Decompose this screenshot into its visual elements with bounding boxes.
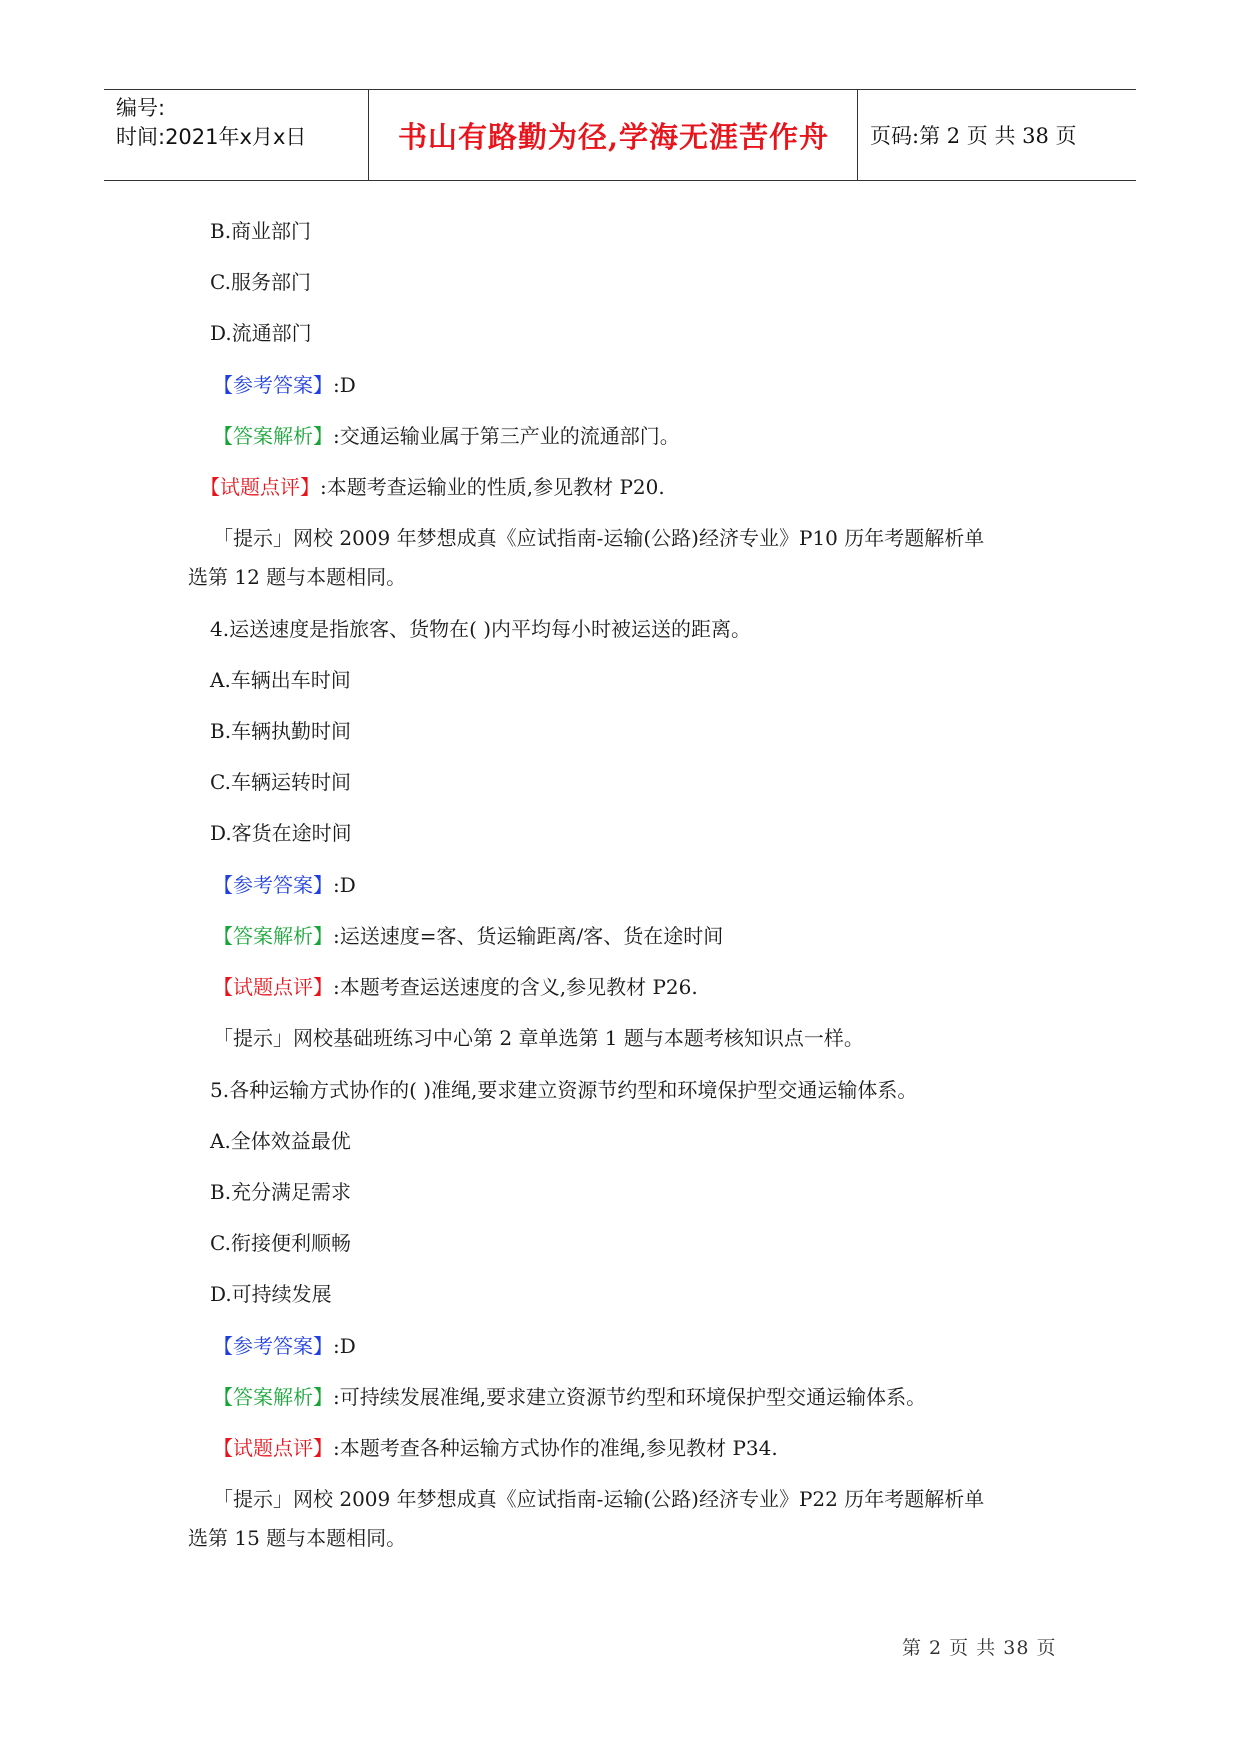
hint-text-continued: 选第 15 题与本题相同。 — [188, 1526, 407, 1550]
explanation-tag: 【答案解析】 — [213, 424, 333, 448]
option-text: A.全体效益最优 — [210, 1129, 351, 1153]
time-label: 时间:2021年x月x日 — [116, 125, 307, 149]
comment-tag: 【试题点评】 — [200, 475, 320, 499]
option-text: D.可持续发展 — [210, 1282, 332, 1306]
question-comment — [213, 1435, 778, 1461]
answer-explanation — [213, 1384, 926, 1410]
option-text: B.充分满足需求 — [210, 1180, 352, 1204]
question-comment — [213, 974, 698, 1000]
hint-text-continued: 选第 12 题与本题相同。 — [188, 565, 407, 589]
comment-text: :本题考查运输业的性质,参见教材 P20. — [320, 475, 665, 499]
reference-answer — [213, 1333, 356, 1359]
option-text: B.商业部门 — [210, 219, 312, 243]
explanation-tag: 【答案解析】 — [213, 1385, 333, 1409]
question-comment — [200, 474, 665, 500]
explanation-text: :运送速度=客、货运输距离/客、货在途时间 — [333, 924, 724, 948]
answer-explanation — [213, 923, 723, 949]
explanation-text: :交通运输业属于第三产业的流通部门。 — [333, 424, 680, 448]
option-text: D.流通部门 — [210, 321, 312, 345]
reference-answer — [213, 372, 356, 398]
option-text: B.车辆执勤时间 — [210, 719, 352, 743]
answer-value: :D — [333, 1334, 356, 1358]
comment-text: :本题考查各种运输方式协作的准绳,参见教材 P34. — [333, 1436, 778, 1460]
answer-tag: 【参考答案】 — [213, 873, 333, 897]
comment-tag: 【试题点评】 — [213, 975, 333, 999]
option-text: C.衔接便利顺畅 — [210, 1231, 351, 1255]
explanation-text: :可持续发展准绳,要求建立资源节约型和环境保护型交通运输体系。 — [333, 1385, 927, 1409]
option-text: D.客货在途时间 — [210, 821, 352, 845]
reference-answer — [213, 872, 356, 898]
answer-explanation — [213, 423, 680, 449]
hint-text: 「提示」网校 2009 年梦想成真《应试指南-运输(公路)经济专业》P22 历年考题解析单 — [213, 1487, 985, 1511]
answer-tag: 【参考答案】 — [213, 1334, 333, 1358]
answer-value: :D — [333, 373, 356, 397]
hint-text: 「提示」网校基础班练习中心第 2 章单选第 1 题与本题考核知识点一样。 — [213, 1026, 864, 1050]
comment-text: :本题考查运送速度的含义,参见教材 P26. — [333, 975, 698, 999]
option-text: C.车辆运转时间 — [210, 770, 351, 794]
hint-text: 「提示」网校 2009 年梦想成真《应试指南-运输(公路)经济专业》P10 历年考题解析单 — [213, 526, 985, 550]
serial-number-label: 编号: — [116, 96, 166, 120]
answer-tag: 【参考答案】 — [213, 373, 333, 397]
option-text: A.车辆出车时间 — [210, 668, 351, 692]
header-motto: 书山有路勤为径,学海无涯苦作舟 — [397, 119, 830, 154]
explanation-tag: 【答案解析】 — [213, 924, 333, 948]
header-page-info: 页码:第 2 页 共 38 页 — [870, 124, 1077, 148]
option-text: C.服务部门 — [210, 270, 311, 294]
answer-value: :D — [333, 873, 356, 897]
comment-tag: 【试题点评】 — [213, 1436, 333, 1460]
page-footer: 第 2 页 共 38 页 — [902, 1637, 1057, 1659]
question-text: 5.各种运输方式协作的( )准绳,要求建立资源节约型和环境保护型交通运输体系。 — [210, 1078, 918, 1102]
question-text: 4.运送速度是指旅客、货物在( )内平均每小时被运送的距离。 — [210, 617, 752, 641]
